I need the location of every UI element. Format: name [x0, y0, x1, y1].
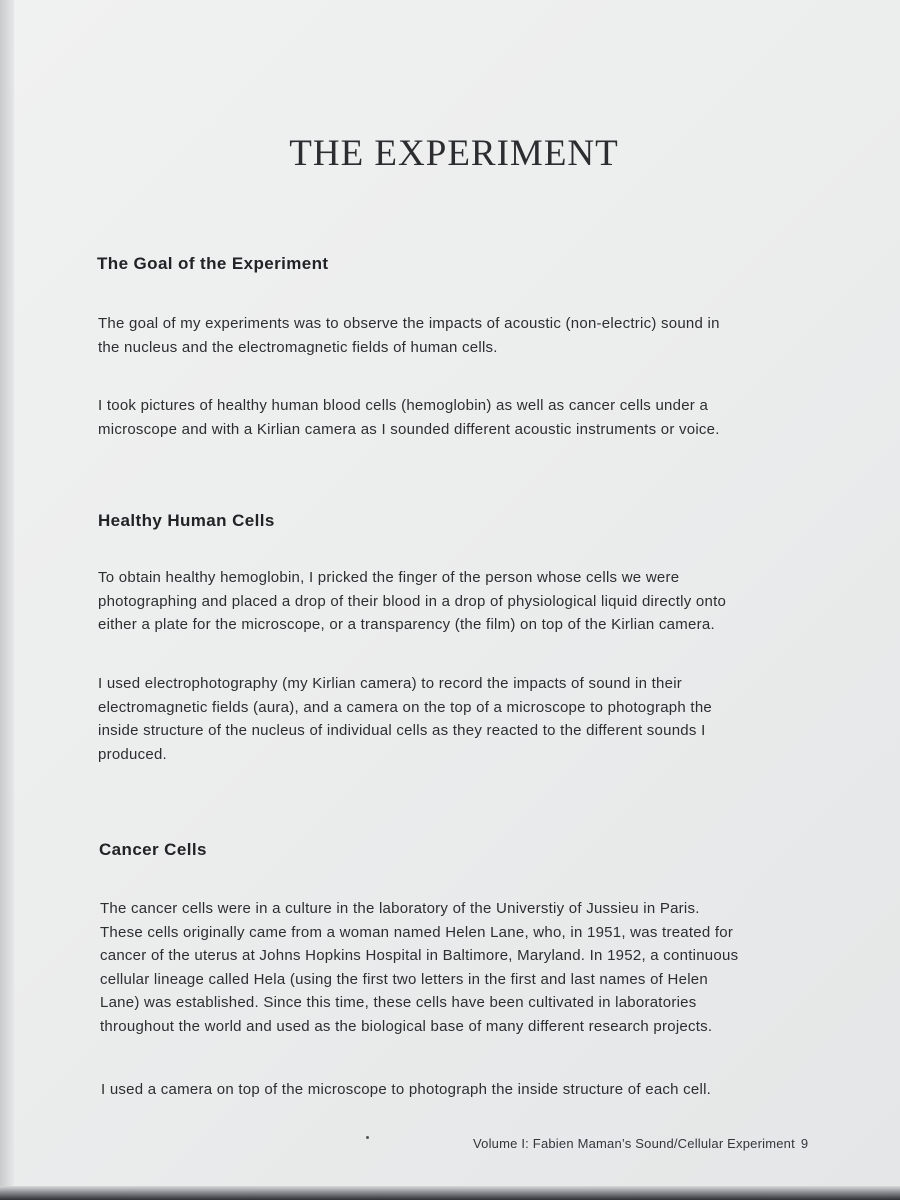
paragraph-healthy-1 — [98, 566, 726, 637]
text-line: cellular lineage called Hela (using the first two letters in the first and last names of Helen — [100, 970, 708, 988]
paragraph-healthy-2 — [98, 672, 712, 766]
text-line: I used a camera on top of the microscope to photograph the inside structure of each cell. — [101, 1081, 712, 1098]
text-line: cancer of the uterus at Johns Hopkins Hospital in Baltimore, Maryland. In 1952, a continuous — [100, 947, 739, 964]
page-title: THE EXPERIMENT — [289, 133, 619, 174]
text-line: I took pictures of healthy human blood cells (hemoglobin) as well as cancer cells under a — [98, 397, 709, 414]
text-line: To obtain healthy hemoglobin, I pricked the finger of the person whose cells we were — [98, 569, 680, 586]
section-heading-healthy-cells: Healthy Human Cells — [98, 511, 275, 530]
text-line: microscope and with a Kirlian camera as I sounded different acoustic instruments or voice. — [98, 420, 720, 438]
section-heading-goal: The Goal of the Experiment — [97, 254, 329, 273]
section-heading-cancer-cells: Cancer Cells — [99, 840, 207, 859]
text-line: Lane) was established. Since this time, these cells have been cultivated in laboratories — [100, 994, 697, 1011]
text-line: The cancer cells were in a culture in the laboratory of the Universtiy of Jussieu in Paris. — [100, 900, 700, 917]
text-line: photographing and placed a drop of their blood in a drop of physiological liquid directly onto — [98, 592, 727, 610]
paper-speck — [366, 1136, 369, 1139]
running-title: Volume I: Fabien Maman’s Sound/Cellular Experiment — [473, 1136, 795, 1151]
paragraph-cancer-2 — [101, 1078, 711, 1102]
page-bottom-edge — [0, 1186, 900, 1200]
text-line: inside structure of the nucleus of individual cells as they reacted to the different sounds I — [98, 722, 706, 739]
text-line: The goal of my experiments was to observe the impacts of acoustic (non-electric) sound in — [98, 315, 720, 332]
page-number: 9 — [800, 1136, 809, 1151]
paragraph-goal-2 — [98, 394, 720, 441]
text-line: I used electrophotography (my Kirlian camera) to record the impacts of sound in their — [98, 675, 683, 692]
text-line: throughout the world and used as the biological base of many different research projects. — [100, 1017, 713, 1035]
text-line: These cells originally came from a woman named Helen Lane, who, in 1951, was treated for — [100, 923, 734, 941]
text-line: either a plate for the microscope, or a transparency (the film) on top of the Kirlian camera. — [98, 616, 715, 633]
paragraph-cancer-1 — [100, 897, 738, 1038]
page-gutter-shadow — [0, 0, 14, 1200]
text-line: the nucleus and the electromagnetic fields of human cells. — [98, 338, 498, 356]
paragraph-goal-1 — [98, 312, 720, 359]
page-footer — [473, 1136, 808, 1151]
text-line: electromagnetic fields (aura), and a camera on the top of a microscope to photograph the — [98, 698, 713, 716]
text-line: produced. — [98, 745, 167, 763]
